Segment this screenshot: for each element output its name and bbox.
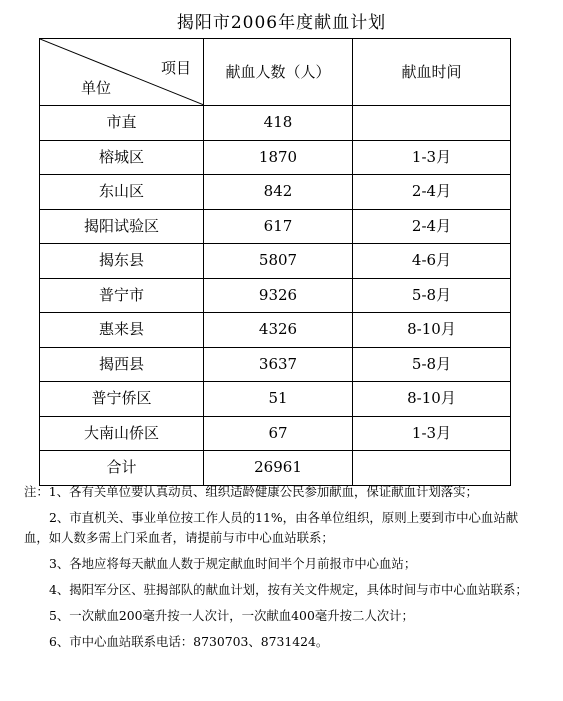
total-row bbox=[40, 451, 511, 486]
row-donor-count: 51 bbox=[204, 382, 353, 417]
row-donor-count: 3637 bbox=[204, 347, 353, 382]
header-unit-label: 单位 bbox=[81, 79, 112, 97]
note-6: 6、市中心血站联系电话：8730703、8731424。 bbox=[49, 634, 329, 649]
row-donor-count: 617 bbox=[204, 209, 353, 244]
row-unit: 普宁侨区 bbox=[40, 382, 204, 417]
table-row bbox=[40, 313, 511, 348]
table-row bbox=[40, 209, 511, 244]
table-row bbox=[40, 140, 511, 175]
row-donation-time: 4-6月 bbox=[353, 244, 511, 279]
row-unit: 东山区 bbox=[40, 175, 204, 210]
row-donation-time: 1-3月 bbox=[353, 416, 511, 451]
row-unit: 揭西县 bbox=[40, 347, 204, 382]
row-donation-time: 2-4月 bbox=[353, 175, 511, 210]
row-donation-time bbox=[353, 106, 511, 141]
row-donation-time: 8-10月 bbox=[353, 382, 511, 417]
note-4: 4、揭阳军分区、驻揭部队的献血计划，按有关文件规定，具体时间与市中心血站联系； bbox=[49, 582, 528, 597]
total-time bbox=[353, 451, 511, 486]
header-donor-count: 献血人数（人） bbox=[204, 39, 353, 106]
row-donor-count: 5807 bbox=[204, 244, 353, 279]
table-row bbox=[40, 347, 511, 382]
blood-donation-plan-table bbox=[39, 38, 511, 486]
table-row bbox=[40, 244, 511, 279]
table-row bbox=[40, 278, 511, 313]
note-3: 3、各地应将每天献血人数于规定献血时间半个月前报市中心血站； bbox=[49, 556, 417, 571]
header-item-label: 项目 bbox=[160, 59, 191, 77]
row-donor-count: 9326 bbox=[204, 278, 353, 313]
row-unit: 市直 bbox=[40, 106, 204, 141]
row-donation-time: 5-8月 bbox=[353, 347, 511, 382]
header-donation-time: 献血时间 bbox=[353, 39, 511, 106]
table-header-row bbox=[40, 39, 511, 106]
diagonal-header-cell bbox=[40, 39, 204, 106]
total-count: 26961 bbox=[204, 451, 353, 486]
note-2: 2、市直机关、事业单位按工作人员的11%，由各单位组织，原则上要到市中心血站献血，如人数多需上门采血者，请提前与市中心血站联系； bbox=[24, 510, 519, 545]
row-unit: 普宁市 bbox=[40, 278, 204, 313]
row-unit: 揭阳试验区 bbox=[40, 209, 204, 244]
row-donation-time: 1-3月 bbox=[353, 140, 511, 175]
row-unit: 榕城区 bbox=[40, 140, 204, 175]
row-donor-count: 67 bbox=[204, 416, 353, 451]
table-row bbox=[40, 416, 511, 451]
note-1: 注：1、各有关单位要认真动员、组织适龄健康公民参加献血，保证献血计划落实； bbox=[24, 484, 478, 499]
row-unit: 大南山侨区 bbox=[40, 416, 204, 451]
row-donor-count: 4326 bbox=[204, 313, 353, 348]
row-donor-count: 1870 bbox=[204, 140, 353, 175]
row-donation-time: 8-10月 bbox=[353, 313, 511, 348]
note-5: 5、一次献血200毫升按一人次计，一次献血400毫升按二人次计； bbox=[49, 608, 414, 623]
row-donor-count: 842 bbox=[204, 175, 353, 210]
total-label: 合计 bbox=[40, 451, 204, 486]
row-donation-time: 2-4月 bbox=[353, 209, 511, 244]
row-donor-count: 418 bbox=[204, 106, 353, 141]
page-title: 揭阳市2006年度献血计划 bbox=[176, 13, 387, 33]
table-row bbox=[40, 382, 511, 417]
table-row bbox=[40, 106, 511, 141]
row-unit: 惠来县 bbox=[40, 313, 204, 348]
notes-section bbox=[24, 482, 536, 658]
row-unit: 揭东县 bbox=[40, 244, 204, 279]
table-row bbox=[40, 175, 511, 210]
row-donation-time: 5-8月 bbox=[353, 278, 511, 313]
